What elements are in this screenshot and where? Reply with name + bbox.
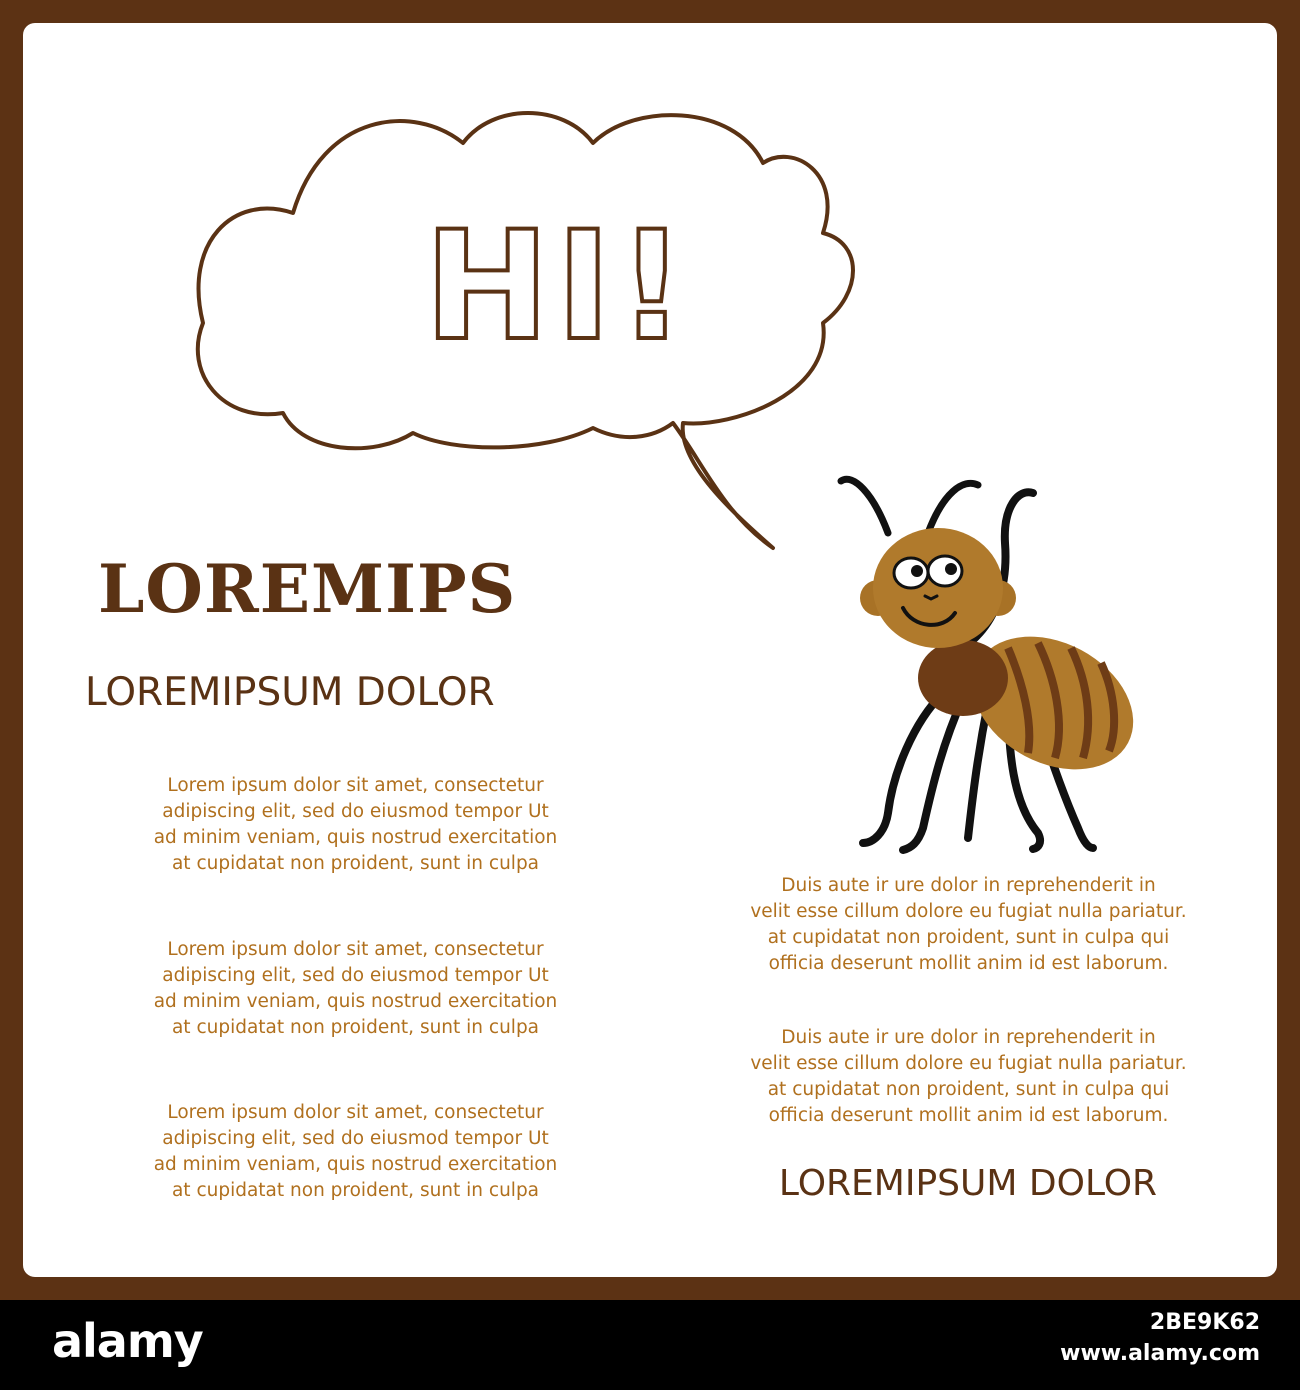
paragraph-line: officia deserunt mollit anim id est laborum. <box>768 1105 1169 1126</box>
left-paragraph-1 <box>103 773 608 877</box>
paragraph-line: Lorem ipsum dolor sit amet, consectetur <box>167 939 544 960</box>
paragraph-line: at cupidatat non proident, sunt in culpa qui <box>767 927 1170 948</box>
paragraph-line: ad minim veniam, quis nostrud exercitation <box>153 827 558 848</box>
paragraph-line: Lorem ipsum dolor sit amet, consectetur <box>167 775 544 796</box>
paragraph-line: adipiscing elit, sed do eiusmod tempor Ut <box>162 965 549 986</box>
bubble-greeting: HI! <box>424 200 692 374</box>
watermark-bar <box>0 1300 1300 1390</box>
paragraph-line: adipiscing elit, sed do eiusmod tempor Ut <box>162 1128 549 1149</box>
subheading-left: LOREMIPSUM DOLOR <box>85 670 495 715</box>
ant-character-icon <box>793 453 1153 883</box>
paragraph-line: at cupidatat non proident, sunt in culpa qui <box>767 1079 1170 1100</box>
paragraph-line: at cupidatat non proident, sunt in culpa <box>171 1180 540 1201</box>
watermark-url: www.alamy.com <box>1060 1341 1260 1366</box>
left-paragraph-2 <box>103 937 608 1041</box>
right-paragraph-1 <box>701 873 1236 977</box>
subheading-right: LOREMIPSUM DOLOR <box>778 1163 1158 1204</box>
paragraph-line: at cupidatat non proident, sunt in culpa <box>171 853 540 874</box>
paragraph-line: Duis aute ir ure dolor in reprehenderit in <box>781 875 1156 896</box>
paragraph-line: velit esse cillum dolore eu fugiat nulla pariatur. <box>750 901 1187 922</box>
paragraph-line: Duis aute ir ure dolor in reprehenderit in <box>781 1027 1156 1048</box>
paragraph-line: ad minim veniam, quis nostrud exercitation <box>153 991 558 1012</box>
paragraph-line: ad minim veniam, quis nostrud exercitation <box>153 1154 558 1175</box>
page-title: LOREMIPS <box>98 550 517 628</box>
paragraph-line: at cupidatat non proident, sunt in culpa <box>171 1017 540 1038</box>
left-paragraph-3 <box>103 1100 608 1204</box>
right-paragraph-2 <box>701 1025 1236 1129</box>
paragraph-line: adipiscing elit, sed do eiusmod tempor Ut <box>162 801 549 822</box>
alamy-logo: alamy <box>52 1314 203 1368</box>
poster-card <box>23 23 1277 1277</box>
paragraph-line: officia deserunt mollit anim id est laborum. <box>768 953 1169 974</box>
paragraph-line: Lorem ipsum dolor sit amet, consectetur <box>167 1102 544 1123</box>
watermark-info <box>1060 1310 1260 1366</box>
image-id: 2BE9K62 <box>1149 1310 1260 1335</box>
paragraph-line: velit esse cillum dolore eu fugiat nulla pariatur. <box>750 1053 1187 1074</box>
